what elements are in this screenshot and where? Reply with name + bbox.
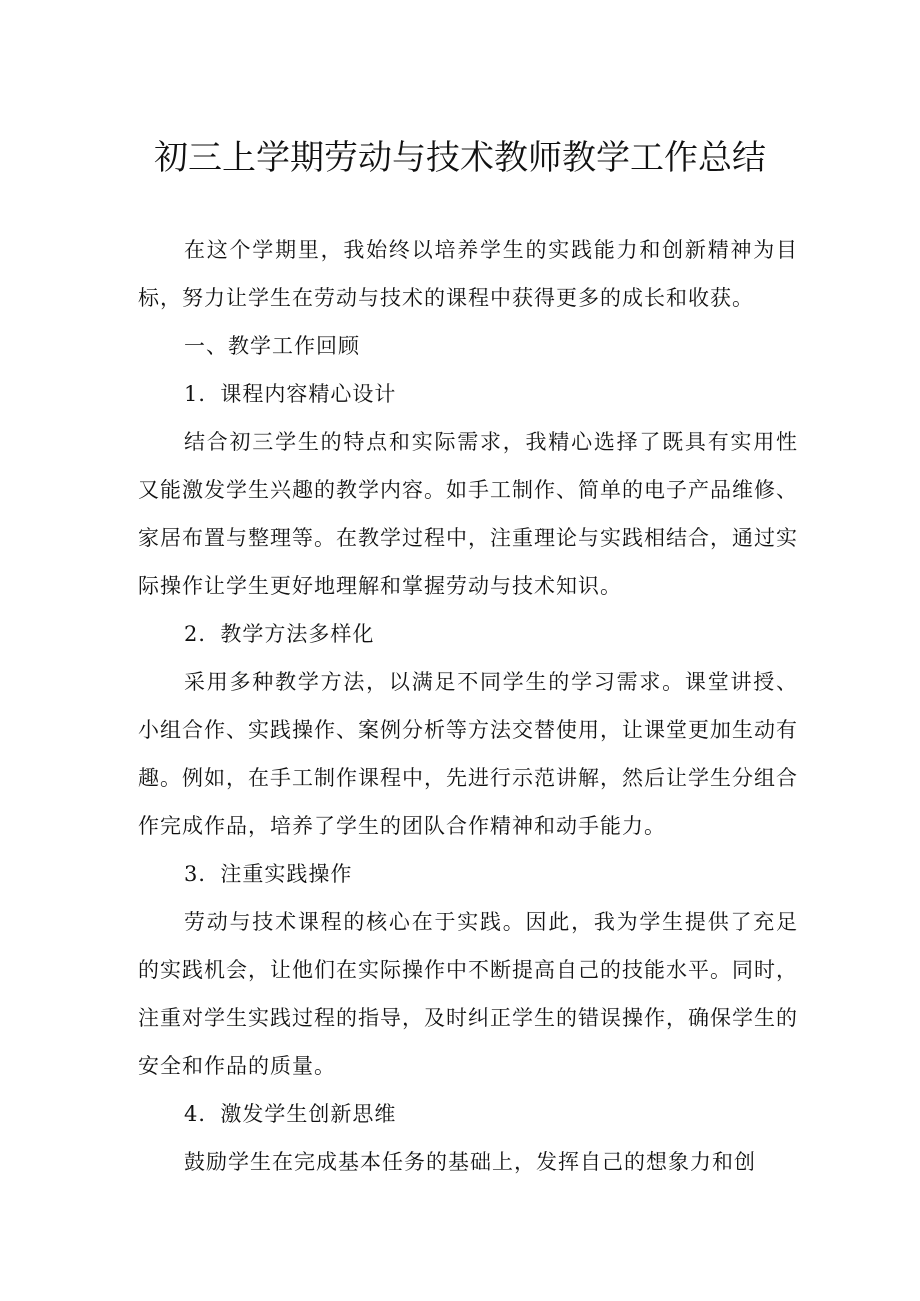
intro-paragraph: 在这个学期里，我始终以培养学生的实践能力和创新精神为目标，努力让学生在劳动与技术的课程中获得更多的成长和收获。 [138, 238, 798, 310]
item-heading-1: 1．课程内容精心设计 [184, 382, 397, 406]
item-paragraph-3: 劳动与技术课程的核心在于实践。因此，我为学生提供了充足的实践机会，让他们在实际操作中不断提高自己的技能水平。同时，注重对学生实践过程的指导，及时纠正学生的错误操作，确保学生的安全和作品的质量。 [138, 910, 798, 1078]
item-paragraph-1: 结合初三学生的特点和实际需求，我精心选择了既具有实用性又能激发学生兴趣的教学内容。如手工制作、简单的电子产品维修、家居布置与整理等。在教学过程中，注重理论与实践相结合，通过实际操作让学生更好地理解和掌握劳动与技术知识。 [138, 430, 798, 598]
item-paragraph-2: 采用多种教学方法，以满足不同学生的学习需求。课堂讲授、小组合作、实践操作、案例分析等方法交替使用，让课堂更加生动有趣。例如，在手工制作课程中，先进行示范讲解，然后让学生分组合作完成作品，培养了学生的团队合作精神和动手能力。 [138, 670, 798, 838]
document-body [138, 226, 798, 1186]
section-heading-review: 一、教学工作回顾 [184, 334, 360, 358]
item-heading-2: 2．教学方法多样化 [184, 622, 375, 646]
item-paragraph-4: 鼓励学生在完成基本任务的基础上，发挥自己的想象力和创 [184, 1150, 756, 1174]
item-heading-4: 4．激发学生创新思维 [184, 1102, 397, 1126]
item-heading-3: 3．注重实践操作 [184, 862, 353, 886]
document-title: 初三上学期劳动与技术教师教学工作总结 [154, 138, 766, 178]
